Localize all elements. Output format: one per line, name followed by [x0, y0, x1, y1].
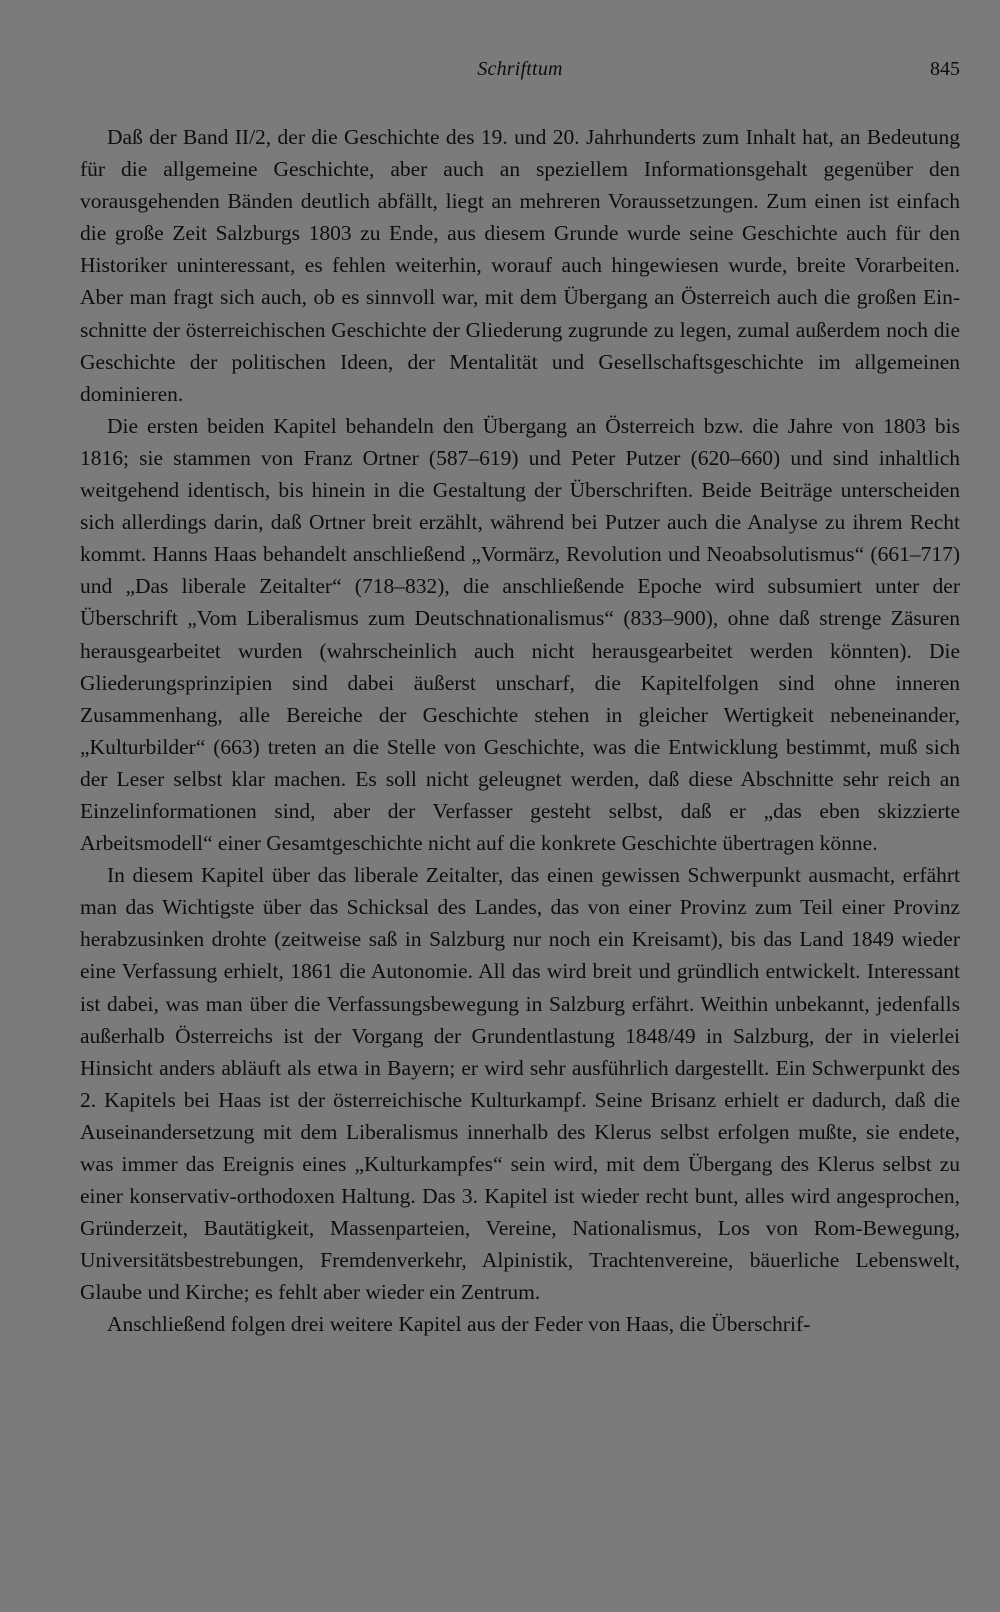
book-page	[80, 0, 960, 1612]
paragraph: Die ersten beiden Kapitel behandeln den Übergang an Österreich bzw. die Jahre von 1803 bis 1816; sie stammen von Franz Ortner (587–619) und Peter Putzer (620–660) und sind inhaltlich weitgehend identisch, bis hinein in die Gestaltung der Überschriften. Beide Beiträge unterscheiden sich allerdings darin, daß Ortner breit erzählt, während bei Putzer auch die Analyse zu ihrem Recht kommt. Hanns Haas behandelt anschließend „Vormärz, Revolution und Neoabsolutismus“ (661–717) und „Das liberale Zeitalter“ (718–832), die anschließende Epoche wird subsumiert unter der Überschrift „Vom Liberalismus zum Deutschnationalismus“ (833–900), ohne daß strenge Zäsuren herausgearbeitet wurden (wahrscheinlich auch nicht herausgearbeitet werden könnten). Die Gliederungsprinzipien sind dabei äußerst unscharf, die Kapitelfolgen sind ohne inneren Zusammenhang, alle Bereiche der Geschichte stehen in gleicher Wertigkeit nebeneinander, „Kulturbilder“ (663) treten an die Stelle von Geschichte, was die Entwicklung bestimmt, muß sich der Leser selbst klar machen. Es soll nicht geleugnet werden, daß diese Abschnitte sehr reich an Einzelinformationen sind, aber der Verfasser gesteht selbst, daß er „das eben skizzierte Arbeitsmodell“ einer Gesamtgeschichte nicht auf die konkrete Geschichte übertragen könne.	[80, 413, 960, 856]
paragraph: Daß der Band II/2, der die Geschichte des 19. und 20. Jahrhunderts zum Inhalt hat, an Bedeutung für die allgemeine Geschichte, aber auch an speziellem Informationsgehalt gegenüber den vorausgehenden Bänden deutlich abfällt, liegt an mehreren Voraussetzungen. Zum einen ist einfach die große Zeit Salzburgs 1803 zu Ende, aus diesem Grunde wurde seine Geschichte auch für den Historiker uninteressant, es fehlen weiterhin, worauf auch hingewiesen wurde, breite Vorarbeiten. Aber man fragt sich auch, ob es sinnvoll war, mit dem Übergang an Österreich auch die großen Einschnitte der österreichischen Geschichte der Gliederung zugrunde zu legen, zumal außerdem noch die Geschichte der politischen Ideen, der Mentalität und Gesellschaftsgeschichte im allgemeinen dominieren.	[80, 125, 960, 406]
running-head-title: Schrifttum	[477, 58, 563, 80]
running-head	[80, 58, 960, 88]
paragraph: In diesem Kapitel über das liberale Zeitalter, das einen gewissen Schwerpunkt ausmacht, erfährt man das Wichtigste über das Schicksal des Landes, das von einer Provinz zum Teil einer Provinz herabzusinken drohte (zeitweise saß in Salzburg nur noch ein Kreisamt), bis das Land 1849 wieder eine Verfassung erhielt, 1861 die Autonomie. All das wird breit und gründlich entwickelt. Interessant ist dabei, was man über die Verfassungsbewegung in Salzburg erfährt. Weithin unbekannt, jedenfalls außerhalb Österreichs ist der Vorgang der Grundentlastung 1848/49 in Salzburg, der in vielerlei Hinsicht anders abläuft als etwa in Bayern; er wird sehr ausführlich dargestellt. Ein Schwerpunkt des 2. Kapitels bei Haas ist der österreichische Kulturkampf. Seine Brisanz erhielt er dadurch, daß die Auseinandersetzung mit dem Liberalismus innerhalb des Klerus selbst erfolgen mußte, sie endete, was immer das Ereignis eines „Kulturkampfes“ sein wird, mit dem Übergang des Klerus selbst zu einer konservativ-orthodoxen Haltung. Das 3. Kapitel ist wieder recht bunt, alles wird angesprochen, Gründerzeit, Bautätigkeit, Massenparteien, Vereine, Nationalismus, Los von Rom-Bewegung, Universitätsbestrebungen, Fremdenverkehr, Alpinistik, Trachtenvereine, bäuerliche Lebenswelt, Glaube und Kirche; es fehlt aber wieder ein Zentrum.	[80, 863, 960, 1305]
page-number: 845	[930, 58, 960, 80]
body-text	[80, 121, 960, 1341]
paragraph: Anschließend folgen drei weitere Kapitel aus der Feder von Haas, die Überschrif-	[107, 1312, 811, 1337]
